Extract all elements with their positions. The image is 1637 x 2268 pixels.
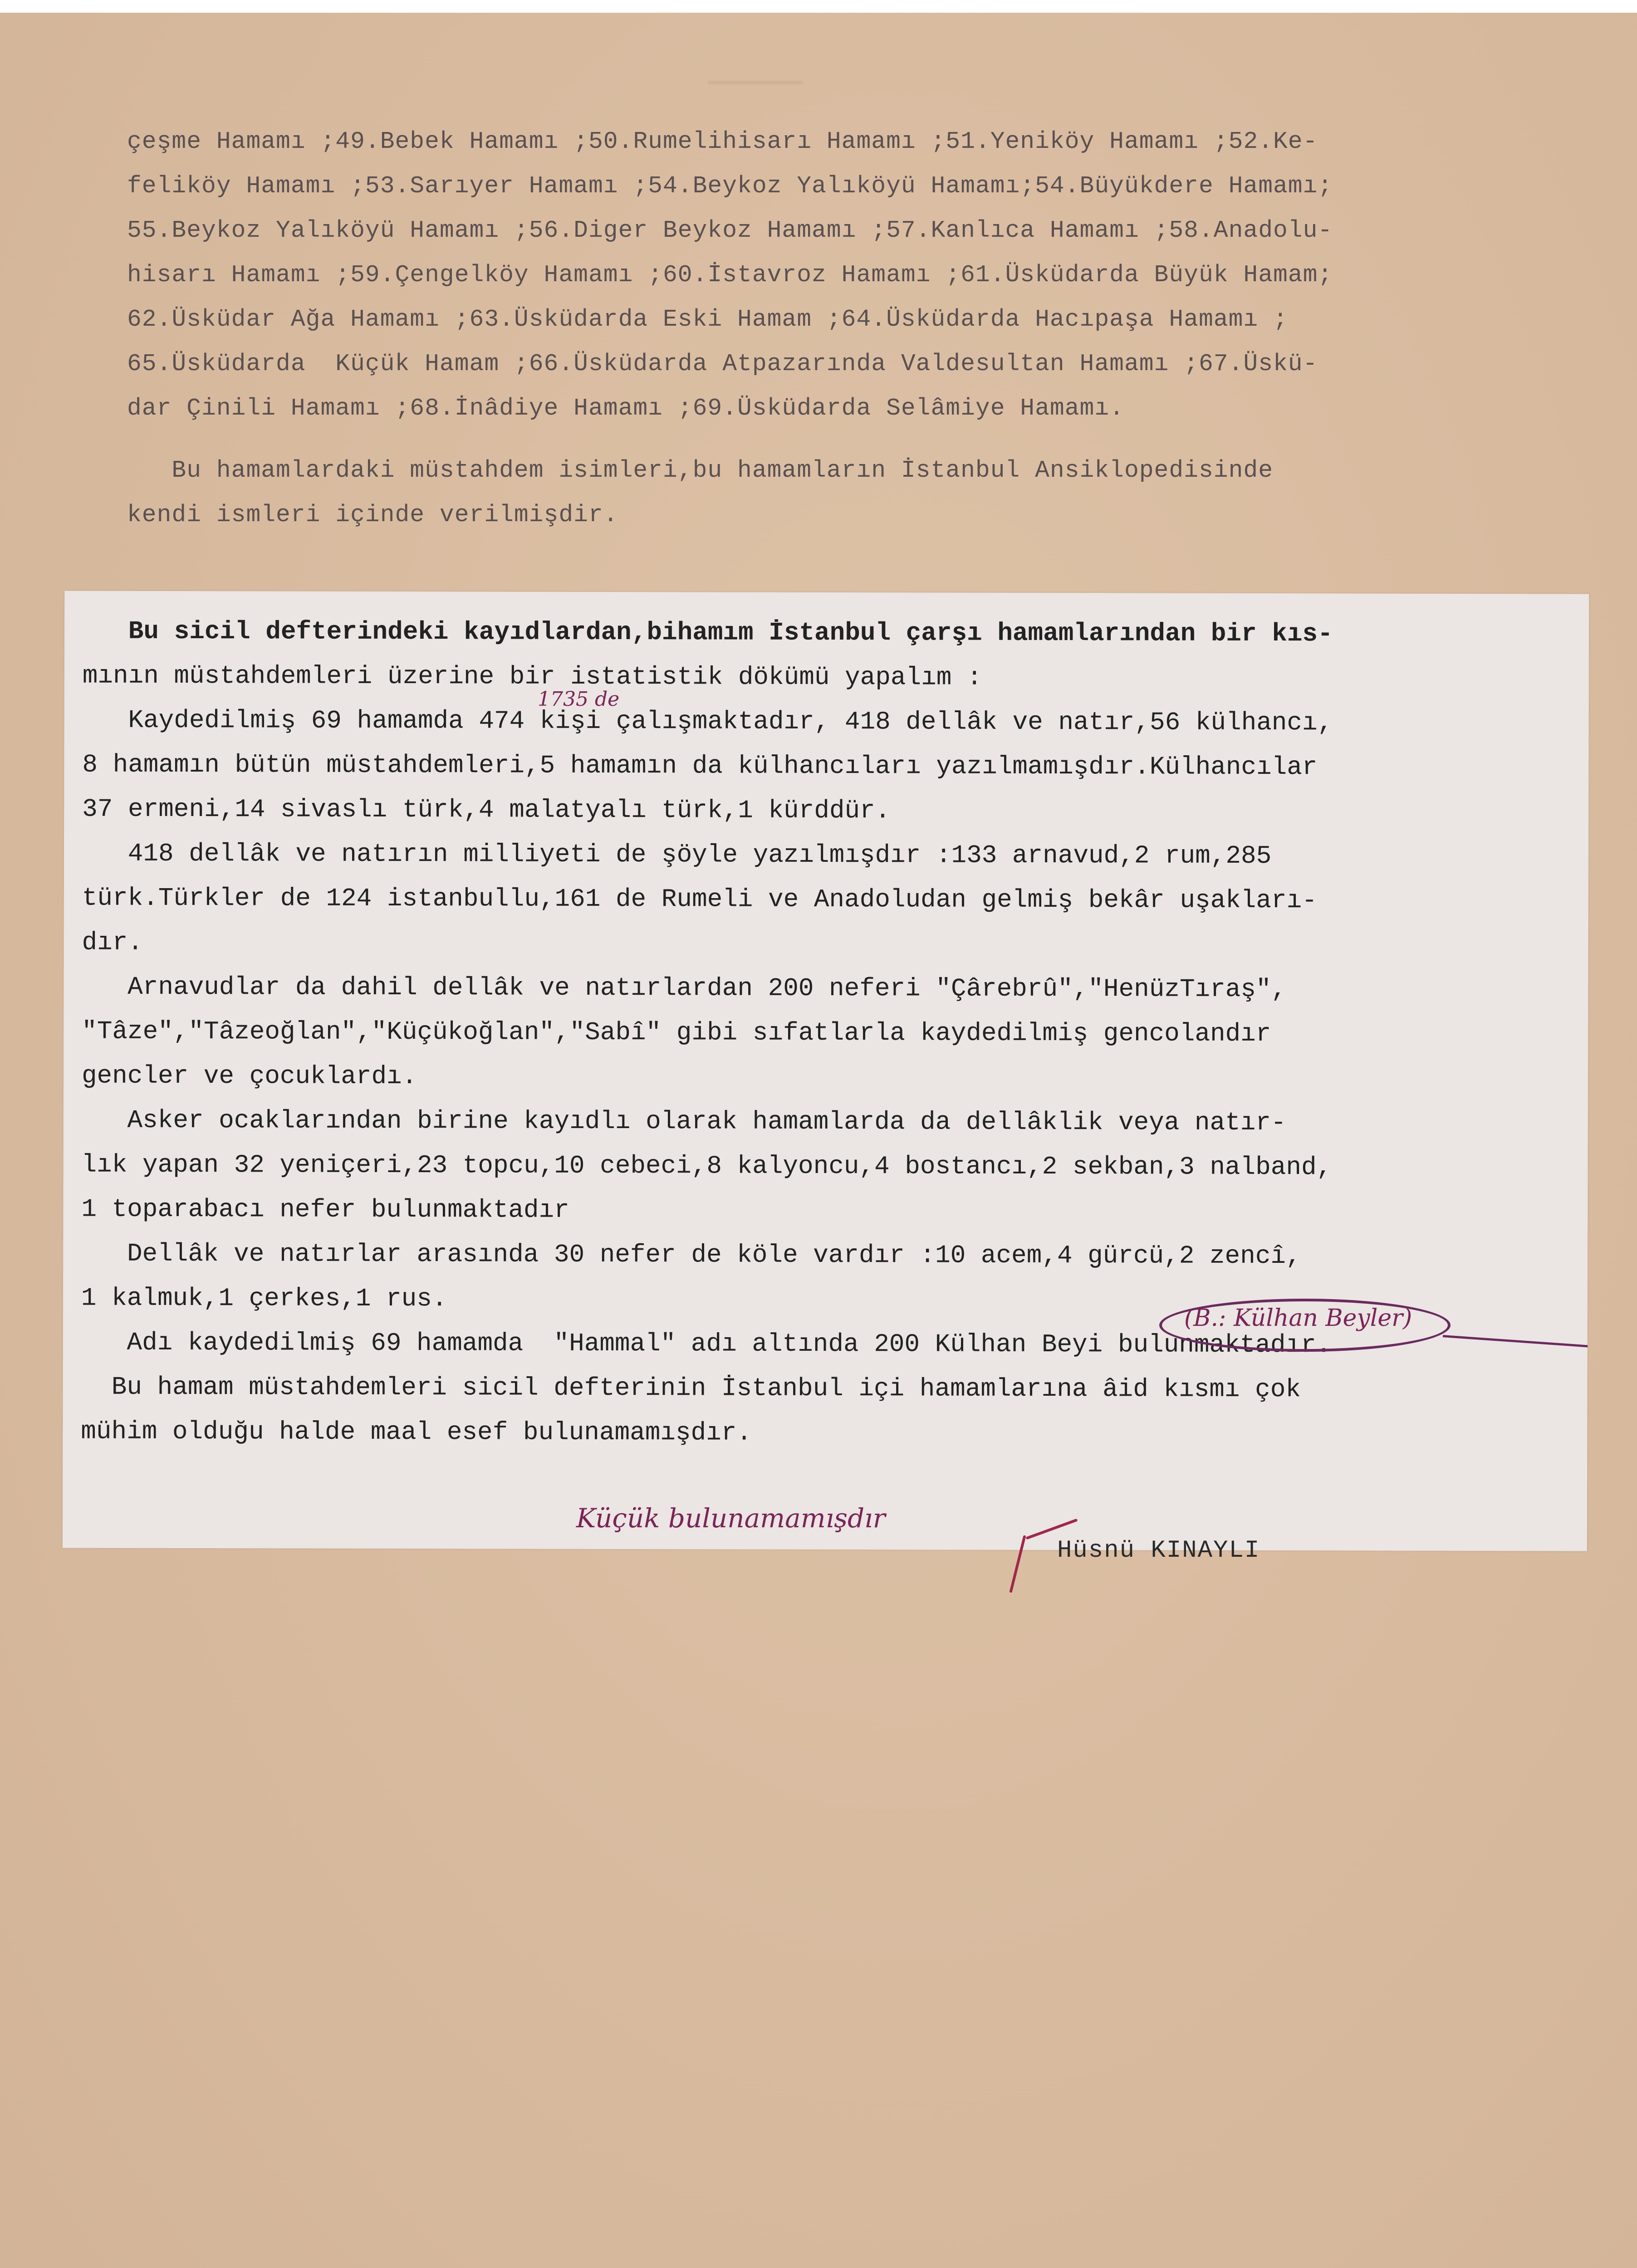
text-line: gencler ve çocuklardı. xyxy=(81,1061,417,1091)
text-line: lık yapan 32 yeniçeri,23 topcu,10 cebeci,8 kalyoncu,4 bostancı,2 sekban,3 nalband, xyxy=(81,1150,1332,1182)
text-line: 62.Üsküdar Ağa Hamamı ;63.Üsküdarda Eski Hamam ;64.Üsküdarda Hacıpaşa Hamamı ; xyxy=(127,306,1288,333)
text-line: 37 ermeni,14 sivaslı türk,4 malatyalı türk,1 kürddür. xyxy=(82,794,891,826)
text-line: Bu sicil defterindeki kayıdlardan,bihamım İstanbul çarşı hamamlarından bir kıs- xyxy=(82,616,1333,649)
text-line: 1 kalmuk,1 çerkes,1 rus. xyxy=(81,1283,447,1314)
text-line: Kaydedilmiş 69 hamamda 474 kişi çalışmaktadır, 418 dellâk ve natır,56 külhancı, xyxy=(82,705,1333,738)
text-line: 8 hamamın bütün müstahdemleri,5 hamamın da külhancıları yazılmamışdır.Külhancılar xyxy=(82,750,1318,782)
pasted-slip xyxy=(63,591,1589,1551)
typed-list-paragraph xyxy=(127,119,1624,430)
text-line: "Tâze","Tâzeoğlan","Küçükoğlan","Sabî" gibi sıfatlarla kaydedilmiş gencolandır xyxy=(82,1017,1271,1049)
text-line: Adı kaydedilmiş 69 hamamda "Hammal" adı altında 200 Külhan Beyi bulunmaktadır. xyxy=(81,1328,1332,1360)
text-line: hisarı Hamamı ;59.Çengelköy Hamamı ;60.İstavroz Hamamı ;61.Üsküdarda Büyük Hamam; xyxy=(127,261,1333,288)
text-line: Arnavudlar da dahil dellâk ve natırlardan 200 neferi "Çârebrû","HenüzTıraş", xyxy=(82,972,1287,1004)
handwritten-margin-note: Küçük bulunamamışdır xyxy=(576,1503,886,1534)
text-line: Dellâk ve natırlar arasında 30 nefer de köle vardır :10 acem,4 gürcü,2 zencî, xyxy=(81,1239,1301,1271)
text-line: türk.Türkler de 124 istanbullu,161 de Rumeli ve Anadoludan gelmiş bekâr uşakları- xyxy=(82,883,1317,915)
text-line: Asker ocaklarından birine kayıdlı olarak hamamlarda da dellâklik veya natır- xyxy=(81,1105,1286,1138)
handwritten-annotation-year: 1735 de xyxy=(538,688,620,711)
author-signature: Hüsnü KINAYLI xyxy=(1057,1537,1260,1564)
paper-sheet xyxy=(0,13,1637,2268)
text-line: dır. xyxy=(82,928,143,957)
text-line: dar Çinili Hamamı ;68.İnâdiye Hamamı ;69.Üsküdarda Selâmiye Hamamı. xyxy=(127,395,1124,422)
text-line: Bu hamamlardaki müstahdem isimleri,bu hamamların İstanbul Ansiklopedisinde xyxy=(127,457,1273,484)
text-line: 55.Beykoz Yalıköyü Hamamı ;56.Diger Beykoz Hamamı ;57.Kanlıca Hamamı ;58.Anadolu- xyxy=(127,217,1333,244)
text-line: çeşme Hamamı ;49.Bebek Hamamı ;50.Rumelihisarı Hamamı ;51.Yeniköy Hamamı ;52.Ke- xyxy=(127,128,1318,155)
typed-note-paragraph xyxy=(127,448,1624,537)
text-line: kendi ismleri içinde verilmişdir. xyxy=(127,501,618,528)
text-line: mının müstahdemleri üzerine bir istatistik dökümü yapalım : xyxy=(82,661,982,692)
text-line: mühim olduğu halde maal esef bulunamamışdır. xyxy=(81,1417,752,1447)
text-line: Bu hamam müstahdemleri sicil defterinin İstanbul içi hamamlarına âid kısmı çok xyxy=(81,1372,1301,1404)
text-line: feliköy Hamamı ;53.Sarıyer Hamamı ;54.Beykoz Yalıköyü Hamamı;54.Büyükdere Hamamı; xyxy=(127,172,1333,200)
text-line: 1 toparabacı nefer bulunmaktadır xyxy=(81,1194,569,1225)
handwritten-annotation-kulhan: (B.: Külhan Beyler) xyxy=(1184,1305,1412,1332)
text-line: 418 dellâk ve natırın milliyeti de şöyle yazılmışdır :133 arnavud,2 rum,285 xyxy=(82,839,1272,871)
text-line: 65.Üsküdarda Küçük Hamam ;66.Üsküdarda Atpazarında Valdesultan Hamamı ;67.Üskü- xyxy=(127,350,1318,377)
paper-mark xyxy=(708,81,803,84)
